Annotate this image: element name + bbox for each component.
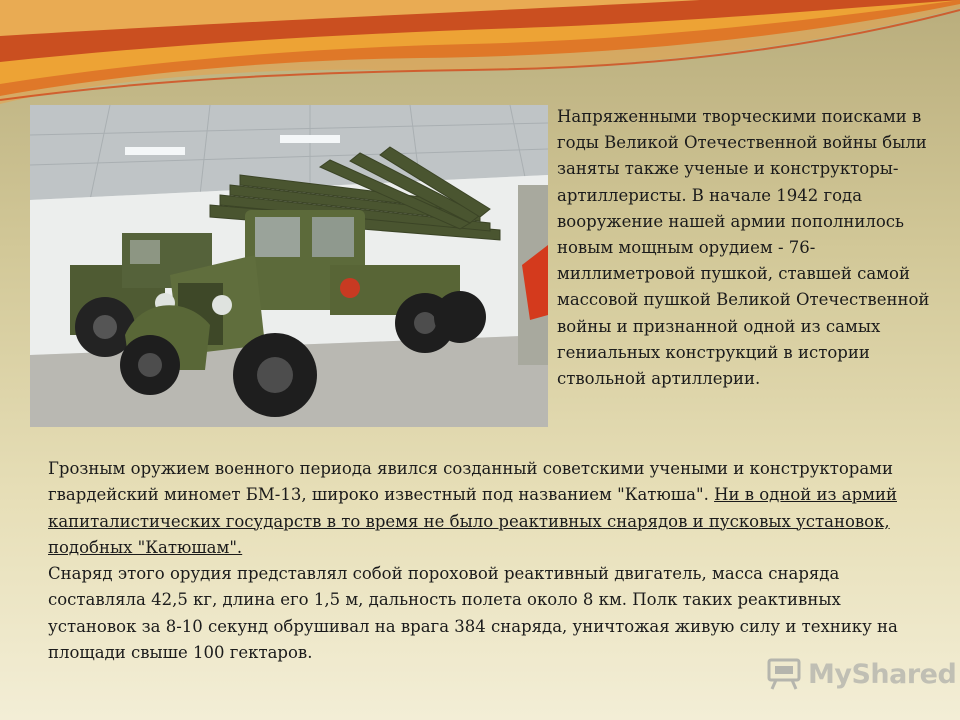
paragraph-katyusha-lead: Грозным оружием военного периода явился созданный советскими учеными и конструкторами гвардейский миномет БМ-13, широко известный под названием "Катюша".	[48, 459, 894, 505]
main-text	[48, 456, 928, 666]
projector-icon	[766, 657, 802, 691]
paragraph-shell-specs: Снаряд этого орудия представлял собой пороховой реактивный двигатель, масса снаряда составляла 42,5 кг, длина его 1,5 м, дальность полета около 8 км. Полк таких реактивных установок за 8-10 секунд обрушивал на врага 384 снаряда, уничтожая живую силу и технику на площади свыше 100 гектаров.	[48, 564, 898, 663]
paragraph-katyusha	[48, 456, 928, 561]
decorative-wave-header	[0, 0, 960, 110]
side-paragraph: Напряженными творческими поисками в годы Великой Отечественной войны были заняты также ученые и конструкторы-артиллеристы. В начале 1942 года вооружение нашей армии пополнилось новым мощным орудием - 76-миллиметровой пушкой, ставшей самой массовой пушкой Великой Отечественной войны и признанной одной из самых гениальных конструкций в истории ствольной артиллерии.	[557, 107, 930, 389]
paragraph-katyusha-underlined: Ни в одной из армий капиталистических государств в то время не было реактивных снарядов и пусковых установок, подобных "Катюшам".	[48, 485, 897, 557]
myshared-logo	[766, 656, 956, 692]
logo-text: MyShared	[808, 658, 957, 690]
katyusha-photo	[30, 105, 548, 427]
